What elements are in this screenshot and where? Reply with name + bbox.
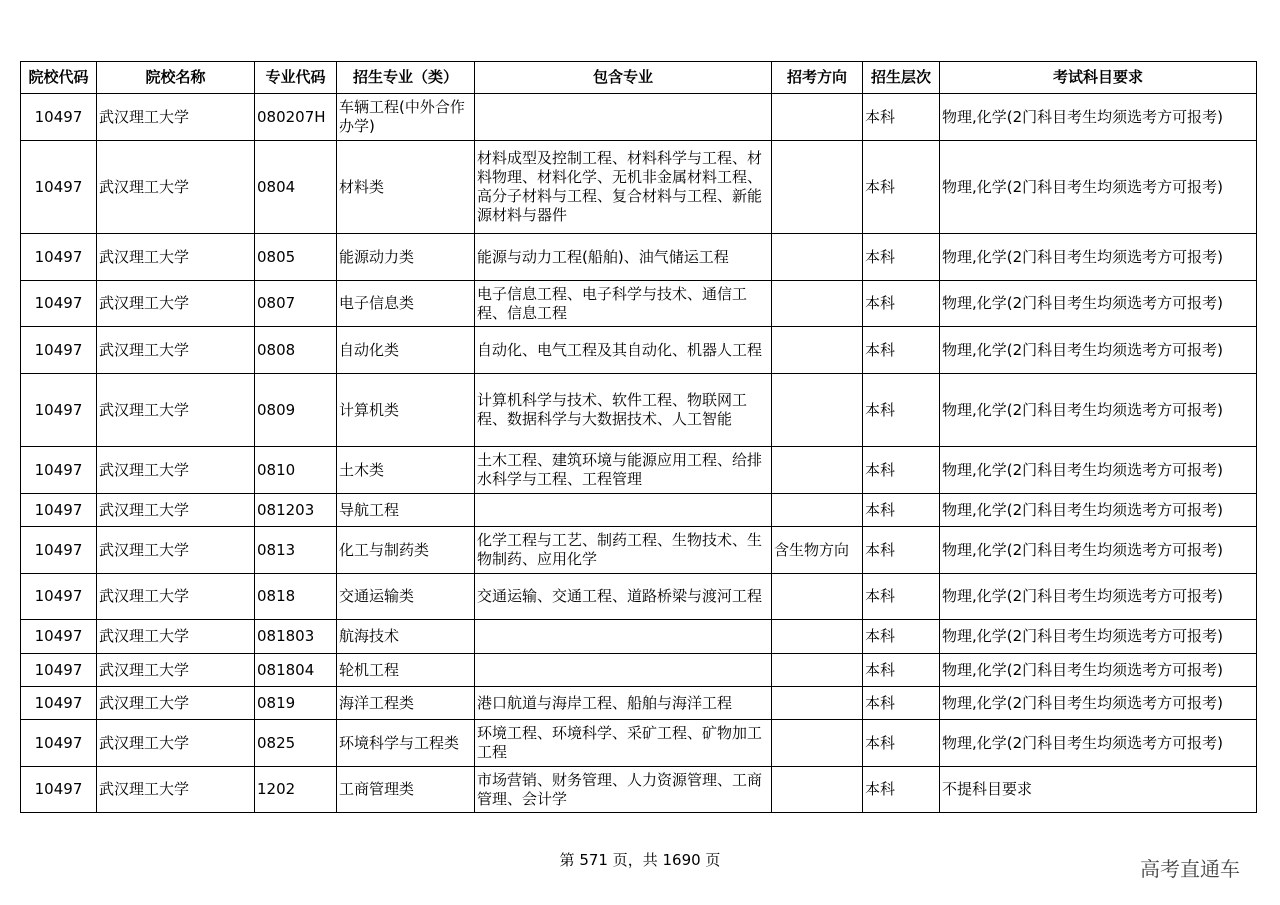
school-name-cell: 武汉理工大学: [97, 141, 255, 234]
major-cell: 化工与制药类: [337, 527, 475, 574]
requirement-cell: 物理,化学(2门科目考生均须选考方可报考): [940, 234, 1257, 281]
school-name-cell: 武汉理工大学: [97, 574, 255, 620]
requirement-cell: 物理,化学(2门科目考生均须选考方可报考): [940, 527, 1257, 574]
major-code-cell: 0818: [255, 574, 337, 620]
major-cell: 计算机类: [337, 374, 475, 447]
school-name-cell: 武汉理工大学: [97, 720, 255, 767]
table-row: [21, 767, 1257, 813]
header-level: 招生层次: [863, 62, 940, 94]
level-cell: 本科: [863, 327, 940, 374]
header-row: [21, 62, 1257, 94]
includes-cell: [475, 654, 772, 687]
table-row: [21, 620, 1257, 654]
level-cell: 本科: [863, 620, 940, 654]
includes-cell: 材料成型及控制工程、材料科学与工程、材料物理、材料化学、无机非金属材料工程、高分子材料与工程、复合材料与工程、新能源材料与器件: [475, 141, 772, 234]
major-cell: 能源动力类: [337, 234, 475, 281]
requirement-cell: 物理,化学(2门科目考生均须选考方可报考): [940, 447, 1257, 494]
school-name-cell: 武汉理工大学: [97, 234, 255, 281]
direction-cell: [772, 620, 863, 654]
requirement-cell: 物理,化学(2门科目考生均须选考方可报考): [940, 620, 1257, 654]
major-code-cell: 0810: [255, 447, 337, 494]
table-row: [21, 447, 1257, 494]
school-code-cell: 10497: [21, 327, 97, 374]
watermark-logo: 高考直通车: [1140, 857, 1240, 881]
header-school-name: 院校名称: [97, 62, 255, 94]
includes-cell: [475, 620, 772, 654]
major-code-cell: 081803: [255, 620, 337, 654]
major-code-cell: 0808: [255, 327, 337, 374]
level-cell: 本科: [863, 574, 940, 620]
includes-cell: 土木工程、建筑环境与能源应用工程、给排水科学与工程、工程管理: [475, 447, 772, 494]
major-code-cell: 0819: [255, 687, 337, 720]
school-code-cell: 10497: [21, 141, 97, 234]
school-code-cell: 10497: [21, 234, 97, 281]
school-code-cell: 10497: [21, 767, 97, 813]
level-cell: 本科: [863, 654, 940, 687]
major-code-cell: 0807: [255, 281, 337, 327]
direction-cell: [772, 327, 863, 374]
direction-cell: [772, 281, 863, 327]
table-row: [21, 720, 1257, 767]
school-code-cell: 10497: [21, 687, 97, 720]
level-cell: 本科: [863, 720, 940, 767]
major-cell: 自动化类: [337, 327, 475, 374]
school-name-cell: 武汉理工大学: [97, 687, 255, 720]
header-requirement: 考试科目要求: [940, 62, 1257, 94]
includes-cell: [475, 494, 772, 527]
level-cell: 本科: [863, 374, 940, 447]
level-cell: 本科: [863, 234, 940, 281]
major-cell: 环境科学与工程类: [337, 720, 475, 767]
school-code-cell: 10497: [21, 374, 97, 447]
direction-cell: [772, 234, 863, 281]
table-row: [21, 574, 1257, 620]
includes-cell: 自动化、电气工程及其自动化、机器人工程: [475, 327, 772, 374]
school-name-cell: 武汉理工大学: [97, 527, 255, 574]
direction-cell: [772, 687, 863, 720]
school-name-cell: 武汉理工大学: [97, 494, 255, 527]
header-major-code: 专业代码: [255, 62, 337, 94]
level-cell: 本科: [863, 527, 940, 574]
table-row: [21, 527, 1257, 574]
includes-cell: 电子信息工程、电子科学与技术、通信工程、信息工程: [475, 281, 772, 327]
school-code-cell: 10497: [21, 281, 97, 327]
table-row: [21, 687, 1257, 720]
header-school-code: 院校代码: [21, 62, 97, 94]
school-code-cell: 10497: [21, 527, 97, 574]
requirement-cell: 物理,化学(2门科目考生均须选考方可报考): [940, 374, 1257, 447]
school-name-cell: 武汉理工大学: [97, 620, 255, 654]
major-code-cell: 081804: [255, 654, 337, 687]
major-code-cell: 0805: [255, 234, 337, 281]
includes-cell: 能源与动力工程(船舶)、油气储运工程: [475, 234, 772, 281]
major-cell: 海洋工程类: [337, 687, 475, 720]
school-name-cell: 武汉理工大学: [97, 767, 255, 813]
school-code-cell: 10497: [21, 447, 97, 494]
major-cell: 航海技术: [337, 620, 475, 654]
table-row: [21, 281, 1257, 327]
school-code-cell: 10497: [21, 620, 97, 654]
school-name-cell: 武汉理工大学: [97, 447, 255, 494]
includes-cell: 环境工程、环境科学、采矿工程、矿物加工工程: [475, 720, 772, 767]
header-major: 招生专业（类）: [337, 62, 475, 94]
major-cell: 材料类: [337, 141, 475, 234]
major-cell: 导航工程: [337, 494, 475, 527]
page-number: 第 571 页，共 1690 页: [559, 851, 721, 869]
table-row: [21, 654, 1257, 687]
includes-cell: 市场营销、财务管理、人力资源管理、工商管理、会计学: [475, 767, 772, 813]
level-cell: 本科: [863, 494, 940, 527]
level-cell: 本科: [863, 141, 940, 234]
major-cell: 土木类: [337, 447, 475, 494]
requirement-cell: 物理,化学(2门科目考生均须选考方可报考): [940, 574, 1257, 620]
major-code-cell: 1202: [255, 767, 337, 813]
school-code-cell: 10497: [21, 654, 97, 687]
major-cell: 工商管理类: [337, 767, 475, 813]
school-name-cell: 武汉理工大学: [97, 327, 255, 374]
includes-cell: 计算机科学与技术、软件工程、物联网工程、数据科学与大数据技术、人工智能: [475, 374, 772, 447]
direction-cell: [772, 141, 863, 234]
school-name-cell: 武汉理工大学: [97, 654, 255, 687]
direction-cell: [772, 720, 863, 767]
admission-table: [20, 61, 1257, 813]
school-name-cell: 武汉理工大学: [97, 281, 255, 327]
level-cell: 本科: [863, 281, 940, 327]
requirement-cell: 物理,化学(2门科目考生均须选考方可报考): [940, 494, 1257, 527]
major-cell: 轮机工程: [337, 654, 475, 687]
requirement-cell: 物理,化学(2门科目考生均须选考方可报考): [940, 654, 1257, 687]
direction-cell: 含生物方向: [772, 527, 863, 574]
requirement-cell: 物理,化学(2门科目考生均须选考方可报考): [940, 327, 1257, 374]
direction-cell: [772, 654, 863, 687]
major-cell: 车辆工程(中外合作办学): [337, 94, 475, 141]
level-cell: 本科: [863, 447, 940, 494]
table-row: [21, 494, 1257, 527]
major-code-cell: 0813: [255, 527, 337, 574]
major-code-cell: 0804: [255, 141, 337, 234]
major-cell: 电子信息类: [337, 281, 475, 327]
school-name-cell: 武汉理工大学: [97, 374, 255, 447]
direction-cell: [772, 494, 863, 527]
school-code-cell: 10497: [21, 720, 97, 767]
level-cell: 本科: [863, 687, 940, 720]
major-cell: 交通运输类: [337, 574, 475, 620]
requirement-cell: 物理,化学(2门科目考生均须选考方可报考): [940, 720, 1257, 767]
table-row: [21, 374, 1257, 447]
level-cell: 本科: [863, 767, 940, 813]
direction-cell: [772, 447, 863, 494]
major-code-cell: 081203: [255, 494, 337, 527]
header-direction: 招考方向: [772, 62, 863, 94]
level-cell: 本科: [863, 94, 940, 141]
major-code-cell: 0809: [255, 374, 337, 447]
table-row: [21, 234, 1257, 281]
table-row: [21, 94, 1257, 141]
school-code-cell: 10497: [21, 494, 97, 527]
includes-cell: 港口航道与海岸工程、船舶与海洋工程: [475, 687, 772, 720]
direction-cell: [772, 767, 863, 813]
direction-cell: [772, 374, 863, 447]
major-code-cell: 0825: [255, 720, 337, 767]
school-name-cell: 武汉理工大学: [97, 94, 255, 141]
requirement-cell: 不提科目要求: [940, 767, 1257, 813]
direction-cell: [772, 574, 863, 620]
school-code-cell: 10497: [21, 94, 97, 141]
table-row: [21, 327, 1257, 374]
requirement-cell: 物理,化学(2门科目考生均须选考方可报考): [940, 281, 1257, 327]
includes-cell: 化学工程与工艺、制药工程、生物技术、生物制药、应用化学: [475, 527, 772, 574]
header-includes: 包含专业: [475, 62, 772, 94]
requirement-cell: 物理,化学(2门科目考生均须选考方可报考): [940, 687, 1257, 720]
requirement-cell: 物理,化学(2门科目考生均须选考方可报考): [940, 141, 1257, 234]
includes-cell: 交通运输、交通工程、道路桥梁与渡河工程: [475, 574, 772, 620]
major-code-cell: 080207H: [255, 94, 337, 141]
direction-cell: [772, 94, 863, 141]
requirement-cell: 物理,化学(2门科目考生均须选考方可报考): [940, 94, 1257, 141]
school-code-cell: 10497: [21, 574, 97, 620]
includes-cell: [475, 94, 772, 141]
table-row: [21, 141, 1257, 234]
